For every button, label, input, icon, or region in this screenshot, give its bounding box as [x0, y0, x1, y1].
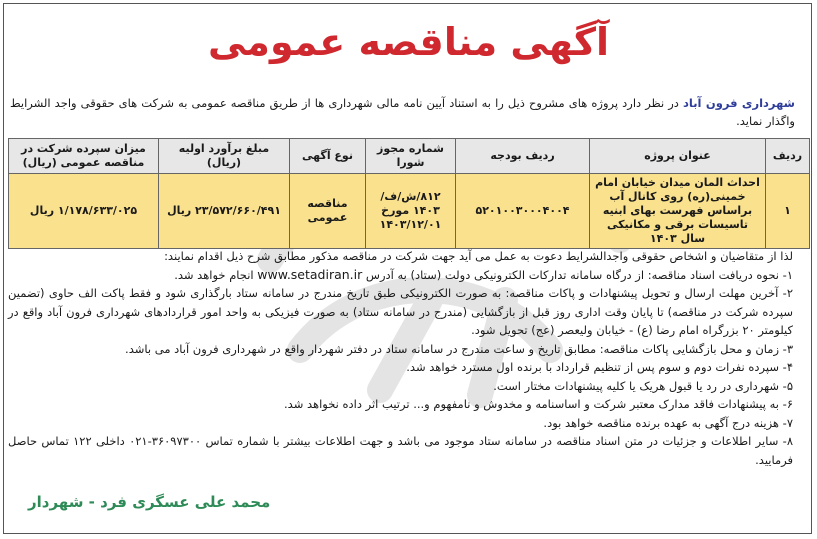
projects-table	[8, 138, 810, 249]
condition-item-2: ۲- آخرین مهلت ارسال و تحویل پیشنهادات و پاکات مناقصه: به صورت الکترونیکی طبق تاریخ مندرج در سامانه ستاد بارگذاری شود و فقط پاکت الف حاوی (تضمین سپرده شرکت در مناقصه) تا پایان وقت اداری روز قبل از بازگشایی (مندرج در سامانه ستاد) به صورت فیزیکی به واحد امور قراردادهای شهرداری فرون آباد واقع در کیلومتر ۲۰ بزرگراه امام رضا (ع) - خیابان ولیعصر (عج) تحویل شود.	[8, 286, 793, 337]
conditions-text	[8, 247, 793, 469]
cell-deposit: ۱/۱۷۸/۶۳۳/۰۲۵ ریال	[9, 174, 159, 249]
header-council-permit: شماره مجوز شورا	[366, 139, 456, 174]
cell-initial-estimate: ۲۳/۵۷۲/۶۶۰/۴۹۱ ریال	[159, 174, 290, 249]
condition-item-4: ۴- سپرده نفرات دوم و سوم پس از تنظیم قرارداد با برنده اول مسترد خواهد شد.	[406, 360, 793, 374]
table-row	[9, 174, 810, 249]
header-initial-estimate: مبلغ برآورد اولیه (ریال)	[159, 139, 290, 174]
cell-budget-line: ۵۲۰۱۰۰۳۰۰۰۴۰۰۴	[456, 174, 590, 249]
condition-item-5: ۵- شهرداری در رد یا قبول هریک یا کلیه پیشنهادات مختار است.	[493, 378, 793, 393]
intro-text: در نظر دارد پروژه های مشروح ذیل را به استناد آیین نامه مالی شهرداری ها از طریق مناقصه عمومی به شرکت های حقوقی واجد الشرایط واگذار نماید.	[10, 96, 795, 128]
header-row-number: ردیف	[766, 139, 810, 174]
cell-notice-type: مناقصه عمومی	[290, 174, 366, 249]
notice-title: آگهی مناقصه عمومی	[207, 20, 610, 64]
municipality-name: شهرداری فرون آباد	[682, 96, 795, 110]
condition-item-6: ۶- به پیشنهادات فاقد مدارک معتبر شرکت و اساسنامه و مخدوش و نامفهوم و... ترتیب اثر داده نخواهد شد.	[284, 397, 793, 411]
condition-item-3: ۳- زمان و محل بازگشایی پاکات مناقصه: مطابق تاریخ و ساعت مندرج در سامانه ستاد در دفتر شهردار واقع در شهرداری فرون آباد می باشد.	[125, 341, 793, 356]
intro-paragraph	[10, 94, 795, 130]
cell-project-title: احداث المان میدان خیابان امام خمینی(ره) روی کانال آب براساس فهرست بهای ابنیه تاسیسات برقی و مکانیکی سال ۱۴۰۳	[590, 174, 766, 249]
item1-pre: ۱- نحوه دریافت اسناد مناقصه: از درگاه سامانه تدارکات الکترونیکی دولت (ستاد) به آدرس	[362, 267, 793, 282]
item1-post: انجام خواهد شد.	[174, 267, 258, 282]
mayor-signature: محمد علی عسگری فرد - شهردار	[28, 493, 271, 511]
cell-row-number: ۱	[766, 174, 810, 249]
header-deposit: میزان سپرده شرکت در مناقصه عمومی (ریال)	[9, 139, 159, 174]
cell-council-permit: ۸۱۲/ش/ف/۱۴۰۳ مورخ ۱۴۰۳/۱۲/۰۱	[366, 174, 456, 249]
condition-item-8: ۸- سایر اطلاعات و جزئیات در متن اسناد مناقصه در سامانه ستاد موجود می باشد و جهت اطلاعات بیشتر با شماره تماس ۳۶۰۹۷۳۰۰-۰۲۱ داخلی ۱۲۲ تماس حاصل فرمایید.	[8, 434, 793, 467]
table-header-row	[9, 139, 810, 174]
condition-item-1	[8, 266, 793, 285]
invite-line: لذا از متقاضیان و اشخاص حقوقی واجدالشرایط دعوت به عمل می آید جهت شرکت در مناقصه مذکور مطابق شرح ذیل اقدام نمایند:	[164, 249, 793, 263]
header-project-title: عنوان پروژه	[590, 139, 766, 174]
header-notice-type: نوع آگهی	[290, 139, 366, 174]
setad-url-link[interactable]: www.setadiran.ir	[257, 266, 363, 282]
header-budget-line: ردیف بودجه	[456, 139, 590, 174]
condition-item-7: ۷- هزینه درج آگهی به عهده برنده مناقصه خواهد بود.	[543, 415, 793, 430]
